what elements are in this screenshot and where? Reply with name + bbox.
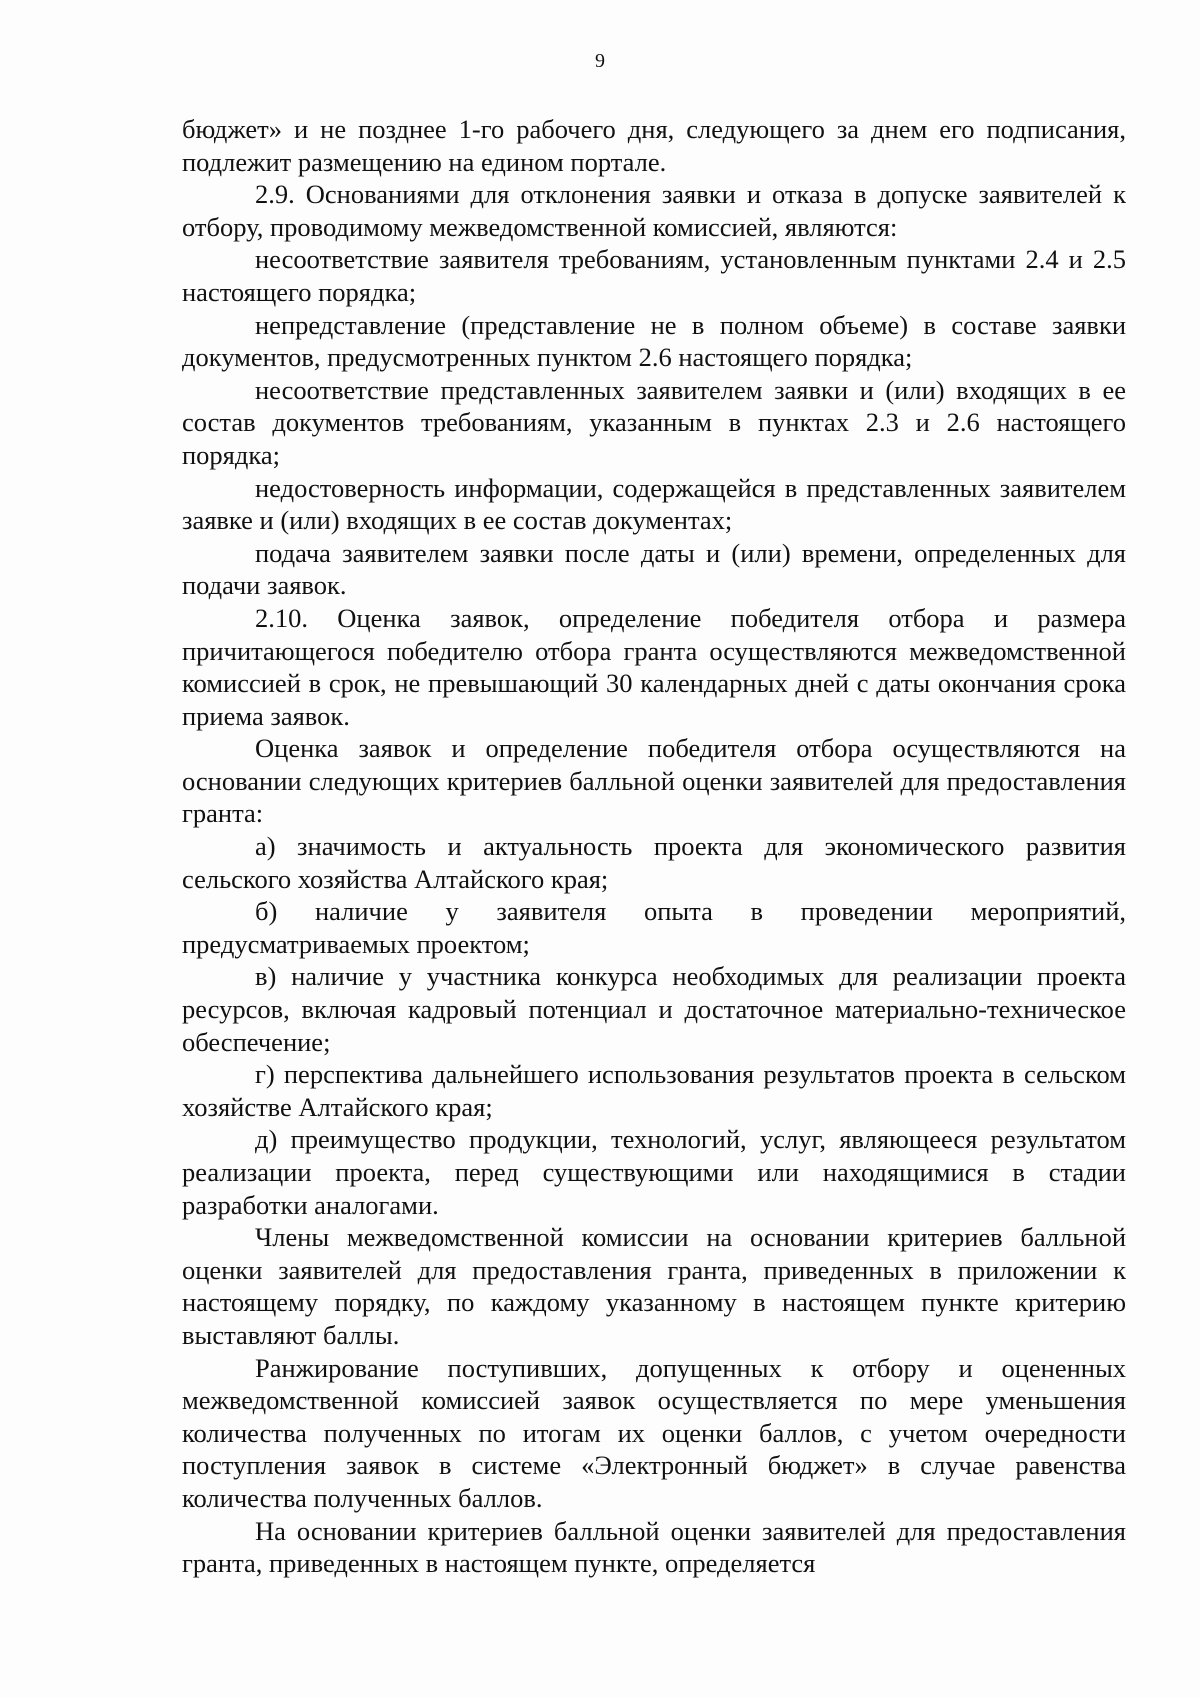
- paragraph: в) наличие у участника конкурса необходимых для реализации проекта ресурсов, включая кадровый потенциал и достаточное материально-техническое обеспечение;: [182, 961, 1126, 1057]
- paragraph: Ранжирование поступивших, допущенных к отбору и оцененных межведомственной комиссией заявок осуществляется по мере уменьшения количества полученных по итогам их оценки баллов, с учетом очередности поступления заявок в системе «Электронный бюджет» в случае равенства количества полученных баллов.: [182, 1352, 1126, 1513]
- paragraph: Оценка заявок и определение победителя отбора осуществляются на основании следующих критериев балльной оценки заявителей для предоставления гранта:: [182, 733, 1126, 829]
- paragraph: непредставление (представление не в полном объеме) в составе заявки документов, предусмотренных пунктом 2.6 настоящего порядка;: [182, 309, 1126, 373]
- paragraph: 2.9. Основаниями для отклонения заявки и отказа в допуске заявителей к отбору, проводимому межведомственной комиссией, являются:: [182, 179, 1126, 242]
- paragraph: недостоверность информации, содержащейся в представленных заявителем заявке и (или) входящих в ее состав документах;: [182, 472, 1126, 536]
- paragraph: 2.10. Оценка заявок, определение победителя отбора и размера причитающегося победителю отбора гранта осуществляются межведомственной комиссией в срок, не превышающий 30 календарных дней с даты окончания срока приема заявок.: [182, 602, 1126, 731]
- paragraph: подача заявителем заявки после даты и (или) времени, определенных для подачи заявок.: [182, 537, 1126, 601]
- page-number: 9: [595, 50, 605, 72]
- paragraph: г) перспектива дальнейшего использования результатов проекта в сельском хозяйстве Алтайского края;: [182, 1059, 1126, 1122]
- paragraph: несоответствие представленных заявителем заявки и (или) входящих в ее состав документов требованиям, указанным в пунктах 2.3 и 2.6 настоящего порядка;: [182, 374, 1126, 470]
- paragraph: Члены межведомственной комиссии на основании критериев балльной оценки заявителей для предоставления гранта, приведенных в приложении к настоящему порядку, по каждому указанному в настоящем пункте критерию выставляют баллы.: [182, 1222, 1126, 1350]
- paragraph: а) значимость и актуальность проекта для экономического развития сельского хозяйства Алтайского края;: [182, 831, 1126, 894]
- paragraph: несоответствие заявителя требованиям, установленным пунктами 2.4 и 2.5 настоящего порядка;: [182, 244, 1126, 307]
- document-body: [182, 113, 1126, 1580]
- paragraph: б) наличие у заявителя опыта в проведении мероприятий, предусматриваемых проектом;: [182, 896, 1126, 959]
- paragraph: бюджет» и не позднее 1-го рабочего дня, следующего за днем его подписания, подлежит размещению на едином портале.: [182, 114, 1126, 177]
- paragraph: На основании критериев балльной оценки заявителей для предоставления гранта, приведенных в настоящем пункте, определяется: [182, 1515, 1126, 1579]
- paragraph: д) преимущество продукции, технологий, услуг, являющееся результатом реализации проекта, перед существующими или находящимися в стадии разработки аналогами.: [182, 1124, 1126, 1220]
